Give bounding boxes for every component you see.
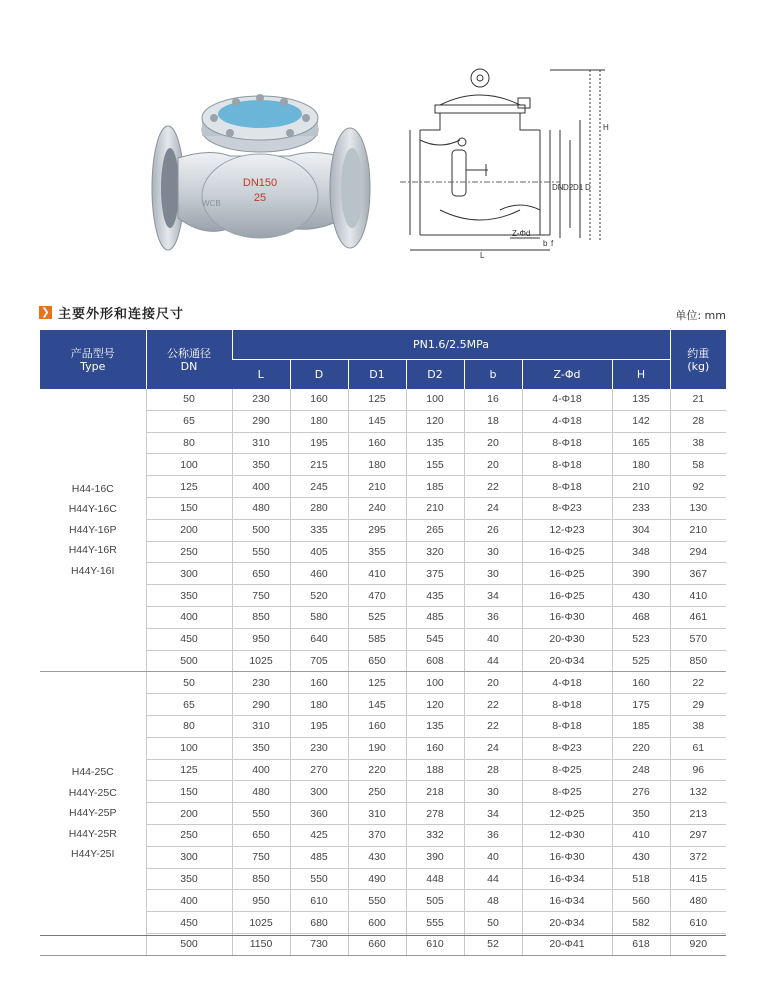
table-cell: 585 <box>348 628 406 650</box>
table-cell: 355 <box>348 541 406 563</box>
table-cell: 125 <box>348 389 406 410</box>
table-cell: 200 <box>146 803 232 825</box>
table-cell: 61 <box>670 737 726 759</box>
table-cell: 300 <box>290 781 348 803</box>
dim-label-d2: D2 <box>563 183 574 192</box>
table-cell: 120 <box>406 410 464 432</box>
table-row <box>40 389 726 410</box>
table-cell: 125 <box>146 476 232 498</box>
table-cell: 48 <box>464 890 522 912</box>
table-cell: 250 <box>146 541 232 563</box>
table-cell: 730 <box>290 933 348 955</box>
table-cell: 132 <box>670 781 726 803</box>
table-cell: 850 <box>670 650 726 672</box>
table-cell: 350 <box>232 737 290 759</box>
table-cell: 145 <box>348 410 406 432</box>
table-cell: 400 <box>146 890 232 912</box>
table-cell: 190 <box>348 737 406 759</box>
model-type: H44Y-25P <box>69 807 117 820</box>
header-col-b: b <box>464 360 522 390</box>
table-cell: 20 <box>464 454 522 476</box>
table-cell: 20-Φ41 <box>522 933 612 955</box>
table-cell: 160 <box>348 432 406 454</box>
table-cell: 52 <box>464 933 522 955</box>
table-cell: 28 <box>670 410 726 432</box>
table-cell: 276 <box>612 781 670 803</box>
table-cell: 30 <box>464 563 522 585</box>
table-cell: 20 <box>464 432 522 454</box>
table-cell: 8-Φ18 <box>522 476 612 498</box>
table-cell: 12-Φ25 <box>522 803 612 825</box>
table-cell: 461 <box>670 606 726 628</box>
table-cell: 750 <box>232 585 290 607</box>
table-cell: 350 <box>612 803 670 825</box>
table-cell: 100 <box>146 454 232 476</box>
table-cell: 430 <box>348 846 406 868</box>
table-cell: 300 <box>146 846 232 868</box>
table-cell: 580 <box>290 606 348 628</box>
table-cell: 297 <box>670 824 726 846</box>
table-cell: 8-Φ18 <box>522 454 612 476</box>
table-cell: 348 <box>612 541 670 563</box>
table-cell: 8-Φ23 <box>522 497 612 519</box>
table-cell: 180 <box>290 694 348 716</box>
table-cell: 130 <box>670 497 726 519</box>
table-cell: 490 <box>348 868 406 890</box>
header-col-h: H <box>612 360 670 390</box>
cast-brand: WCB <box>202 199 221 208</box>
table-bottom-rule <box>40 935 726 936</box>
header-col-d2: D2 <box>406 360 464 390</box>
table-cell: 16-Φ34 <box>522 890 612 912</box>
table-cell: 24 <box>464 737 522 759</box>
table-cell: 332 <box>406 824 464 846</box>
table-cell: 280 <box>290 497 348 519</box>
header-col-d: D <box>290 360 348 390</box>
table-cell: 210 <box>406 497 464 519</box>
table-cell: 470 <box>348 585 406 607</box>
table-cell: 405 <box>290 541 348 563</box>
table-cell: 520 <box>290 585 348 607</box>
table-cell: 30 <box>464 541 522 563</box>
table-cell: 44 <box>464 650 522 672</box>
table-cell: 485 <box>290 846 348 868</box>
table-cell: 8-Φ23 <box>522 737 612 759</box>
header-weight: 约重 (kg) <box>670 330 726 389</box>
table-cell: 12-Φ23 <box>522 519 612 541</box>
table-cell: 468 <box>612 606 670 628</box>
table-cell: 135 <box>406 432 464 454</box>
type-list-cell <box>40 672 146 955</box>
table-cell: 8-Φ18 <box>522 432 612 454</box>
table-cell: 96 <box>670 759 726 781</box>
table-cell: 20-Φ30 <box>522 628 612 650</box>
table-cell: 20 <box>464 672 522 694</box>
table-cell: 410 <box>612 824 670 846</box>
table-cell: 480 <box>232 497 290 519</box>
table-cell: 4-Φ18 <box>522 389 612 410</box>
table-cell: 375 <box>406 563 464 585</box>
table-cell: 92 <box>670 476 726 498</box>
table-cell: 80 <box>146 715 232 737</box>
table-cell: 135 <box>612 389 670 410</box>
table-cell: 415 <box>670 868 726 890</box>
table-row <box>40 672 726 694</box>
table-cell: 18 <box>464 410 522 432</box>
table-cell: 50 <box>146 389 232 410</box>
table-cell: 20-Φ34 <box>522 912 612 934</box>
table-cell: 65 <box>146 694 232 716</box>
table-cell: 16-Φ30 <box>522 846 612 868</box>
model-type: H44Y-25I <box>71 848 115 861</box>
technical-drawing <box>400 60 620 260</box>
table-cell: 550 <box>232 803 290 825</box>
table-cell: 233 <box>612 497 670 519</box>
table-cell: 350 <box>146 585 232 607</box>
table-cell: 38 <box>670 432 726 454</box>
table-cell: 50 <box>146 672 232 694</box>
table-cell: 65 <box>146 410 232 432</box>
table-cell: 550 <box>348 890 406 912</box>
header-dn: 公称通径 DN <box>146 330 232 389</box>
table-cell: 290 <box>232 694 290 716</box>
table-cell: 4-Φ18 <box>522 672 612 694</box>
model-type: H44Y-16R <box>68 544 117 557</box>
table-cell: 120 <box>406 694 464 716</box>
model-type: H44-16C <box>71 482 114 495</box>
table-cell: 12-Φ30 <box>522 824 612 846</box>
table-cell: 430 <box>612 585 670 607</box>
table-cell: 450 <box>146 628 232 650</box>
table-cell: 240 <box>348 497 406 519</box>
table-cell: 304 <box>612 519 670 541</box>
table-cell: 230 <box>232 672 290 694</box>
table-cell: 390 <box>612 563 670 585</box>
table-cell: 230 <box>290 737 348 759</box>
dim-label-dn: DN <box>552 183 564 192</box>
table-cell: 220 <box>612 737 670 759</box>
table-cell: 425 <box>290 824 348 846</box>
table-cell: 705 <box>290 650 348 672</box>
header-col-l: L <box>232 360 290 390</box>
table-cell: 24 <box>464 497 522 519</box>
table-cell: 28 <box>464 759 522 781</box>
table-cell: 34 <box>464 803 522 825</box>
dim-label-b: b <box>543 239 548 248</box>
table-cell: 410 <box>348 563 406 585</box>
table-cell: 125 <box>146 759 232 781</box>
table-cell: 250 <box>348 781 406 803</box>
table-cell: 950 <box>232 890 290 912</box>
table-cell: 150 <box>146 497 232 519</box>
table-cell: 650 <box>348 650 406 672</box>
table-cell: 185 <box>406 476 464 498</box>
table-cell: 518 <box>612 868 670 890</box>
cast-label-pn: 25 <box>253 192 267 204</box>
table-cell: 560 <box>612 890 670 912</box>
table-cell: 410 <box>670 585 726 607</box>
table-cell: 600 <box>348 912 406 934</box>
header-type: 产品型号 Type <box>40 330 146 389</box>
table-cell: 850 <box>232 868 290 890</box>
table-cell: 500 <box>146 933 232 955</box>
table-cell: 36 <box>464 824 522 846</box>
section-title: 主要外形和连接尺寸 <box>58 306 185 322</box>
table-cell: 44 <box>464 868 522 890</box>
table-cell: 26 <box>464 519 522 541</box>
table-cell: 610 <box>670 912 726 934</box>
table-cell: 920 <box>670 933 726 955</box>
table-cell: 650 <box>232 563 290 585</box>
table-cell: 850 <box>232 606 290 628</box>
table-cell: 188 <box>406 759 464 781</box>
table-cell: 448 <box>406 868 464 890</box>
table-cell: 650 <box>232 824 290 846</box>
table-cell: 16 <box>464 389 522 410</box>
table-cell: 610 <box>406 933 464 955</box>
table-cell: 150 <box>146 781 232 803</box>
table-cell: 100 <box>406 672 464 694</box>
table-cell: 265 <box>406 519 464 541</box>
table-cell: 30 <box>464 781 522 803</box>
table-cell: 270 <box>290 759 348 781</box>
table-cell: 370 <box>348 824 406 846</box>
table-cell: 660 <box>348 933 406 955</box>
table-cell: 180 <box>348 454 406 476</box>
table-cell: 22 <box>464 476 522 498</box>
table-cell: 16-Φ34 <box>522 868 612 890</box>
dim-label-d: D <box>585 183 591 192</box>
table-cell: 175 <box>612 694 670 716</box>
table-cell: 100 <box>406 389 464 410</box>
header-col-d1: D1 <box>348 360 406 390</box>
table-cell: 220 <box>348 759 406 781</box>
dim-label-zd: Z-Φd <box>512 229 531 238</box>
table-cell: 248 <box>612 759 670 781</box>
dimensions-table <box>40 330 726 956</box>
table-cell: 50 <box>464 912 522 934</box>
table-cell: 250 <box>146 824 232 846</box>
table-cell: 34 <box>464 585 522 607</box>
table-cell: 29 <box>670 694 726 716</box>
table-cell: 400 <box>232 476 290 498</box>
unit-note: 单位: mm <box>675 309 726 322</box>
table-cell: 555 <box>406 912 464 934</box>
table-cell: 290 <box>232 410 290 432</box>
table-cell: 58 <box>670 454 726 476</box>
table-cell: 360 <box>290 803 348 825</box>
header-pressure: PN1.6/2.5MPa <box>232 330 670 360</box>
table-cell: 1025 <box>232 912 290 934</box>
table-cell: 8-Φ25 <box>522 759 612 781</box>
table-cell: 525 <box>348 606 406 628</box>
table-cell: 165 <box>612 432 670 454</box>
table-cell: 480 <box>670 890 726 912</box>
table-cell: 350 <box>232 454 290 476</box>
valve-photo <box>140 78 380 258</box>
table-cell: 550 <box>290 868 348 890</box>
dim-label-f: f <box>551 239 554 248</box>
table-cell: 294 <box>670 541 726 563</box>
model-type: H44-25C <box>71 766 114 779</box>
dim-label-d1: D1 <box>573 183 584 192</box>
section-heading <box>39 303 184 321</box>
table-cell: 680 <box>290 912 348 934</box>
table-cell: 435 <box>406 585 464 607</box>
table-cell: 1025 <box>232 650 290 672</box>
table-cell: 400 <box>146 606 232 628</box>
model-type: H44Y-16C <box>68 503 117 516</box>
table-cell: 40 <box>464 846 522 868</box>
table-cell: 582 <box>612 912 670 934</box>
table-cell: 295 <box>348 519 406 541</box>
table-cell: 210 <box>612 476 670 498</box>
dim-label-l: L <box>480 251 485 260</box>
table-cell: 950 <box>232 628 290 650</box>
cast-label-dn: DN150 <box>242 177 278 189</box>
table-cell: 160 <box>290 389 348 410</box>
table-cell: 320 <box>406 541 464 563</box>
table-cell: 195 <box>290 715 348 737</box>
table-cell: 36 <box>464 606 522 628</box>
table-cell: 610 <box>290 890 348 912</box>
table-cell: 145 <box>348 694 406 716</box>
table-cell: 195 <box>290 432 348 454</box>
table-cell: 16-Φ25 <box>522 585 612 607</box>
table-cell: 218 <box>406 781 464 803</box>
table-cell: 16-Φ25 <box>522 563 612 585</box>
table-cell: 500 <box>232 519 290 541</box>
table-cell: 180 <box>290 410 348 432</box>
table-cell: 22 <box>670 672 726 694</box>
table-cell: 80 <box>146 432 232 454</box>
table-cell: 545 <box>406 628 464 650</box>
table-cell: 215 <box>290 454 348 476</box>
table-cell: 160 <box>348 715 406 737</box>
table-cell: 310 <box>348 803 406 825</box>
table-cell: 213 <box>670 803 726 825</box>
table-cell: 8-Φ25 <box>522 781 612 803</box>
table-cell: 430 <box>612 846 670 868</box>
table-cell: 22 <box>464 715 522 737</box>
table-cell: 160 <box>290 672 348 694</box>
table-cell: 525 <box>612 650 670 672</box>
model-type: H44Y-16P <box>69 523 117 536</box>
table-cell: 310 <box>232 432 290 454</box>
table-cell: 185 <box>612 715 670 737</box>
header-col-zd: Z-Φd <box>522 360 612 390</box>
table-cell: 335 <box>290 519 348 541</box>
table-cell: 8-Φ18 <box>522 694 612 716</box>
table-cell: 22 <box>464 694 522 716</box>
table-cell: 21 <box>670 389 726 410</box>
table-cell: 135 <box>406 715 464 737</box>
table-cell: 155 <box>406 454 464 476</box>
chevron-right-icon: ❯ <box>39 306 52 319</box>
table-cell: 16-Φ25 <box>522 541 612 563</box>
table-cell: 570 <box>670 628 726 650</box>
table-cell: 485 <box>406 606 464 628</box>
table-cell: 367 <box>670 563 726 585</box>
table-cell: 480 <box>232 781 290 803</box>
table-cell: 450 <box>146 912 232 934</box>
table-cell: 460 <box>290 563 348 585</box>
table-cell: 160 <box>612 672 670 694</box>
table-cell: 372 <box>670 846 726 868</box>
table-cell: 350 <box>146 868 232 890</box>
table-cell: 200 <box>146 519 232 541</box>
table-cell: 180 <box>612 454 670 476</box>
table-cell: 245 <box>290 476 348 498</box>
table-cell: 400 <box>232 759 290 781</box>
model-type: H44Y-16I <box>71 564 115 577</box>
table-cell: 38 <box>670 715 726 737</box>
table-cell: 390 <box>406 846 464 868</box>
table-cell: 16-Φ30 <box>522 606 612 628</box>
table-cell: 4-Φ18 <box>522 410 612 432</box>
table-cell: 608 <box>406 650 464 672</box>
table-cell: 278 <box>406 803 464 825</box>
table-cell: 125 <box>348 672 406 694</box>
table-cell: 142 <box>612 410 670 432</box>
type-list-cell <box>40 389 146 672</box>
table-cell: 40 <box>464 628 522 650</box>
table-cell: 750 <box>232 846 290 868</box>
table-cell: 640 <box>290 628 348 650</box>
model-type: H44Y-25C <box>68 786 117 799</box>
table-cell: 550 <box>232 541 290 563</box>
table-cell: 618 <box>612 933 670 955</box>
table-cell: 1150 <box>232 933 290 955</box>
table-cell: 8-Φ18 <box>522 715 612 737</box>
dim-label-h: H <box>603 123 609 132</box>
table-cell: 210 <box>670 519 726 541</box>
table-cell: 100 <box>146 737 232 759</box>
table-cell: 160 <box>406 737 464 759</box>
table-cell: 310 <box>232 715 290 737</box>
table-cell: 300 <box>146 563 232 585</box>
table-cell: 230 <box>232 389 290 410</box>
table-cell: 500 <box>146 650 232 672</box>
model-type: H44Y-25R <box>68 827 117 840</box>
table-cell: 523 <box>612 628 670 650</box>
table-cell: 210 <box>348 476 406 498</box>
table-cell: 20-Φ34 <box>522 650 612 672</box>
table-cell: 505 <box>406 890 464 912</box>
